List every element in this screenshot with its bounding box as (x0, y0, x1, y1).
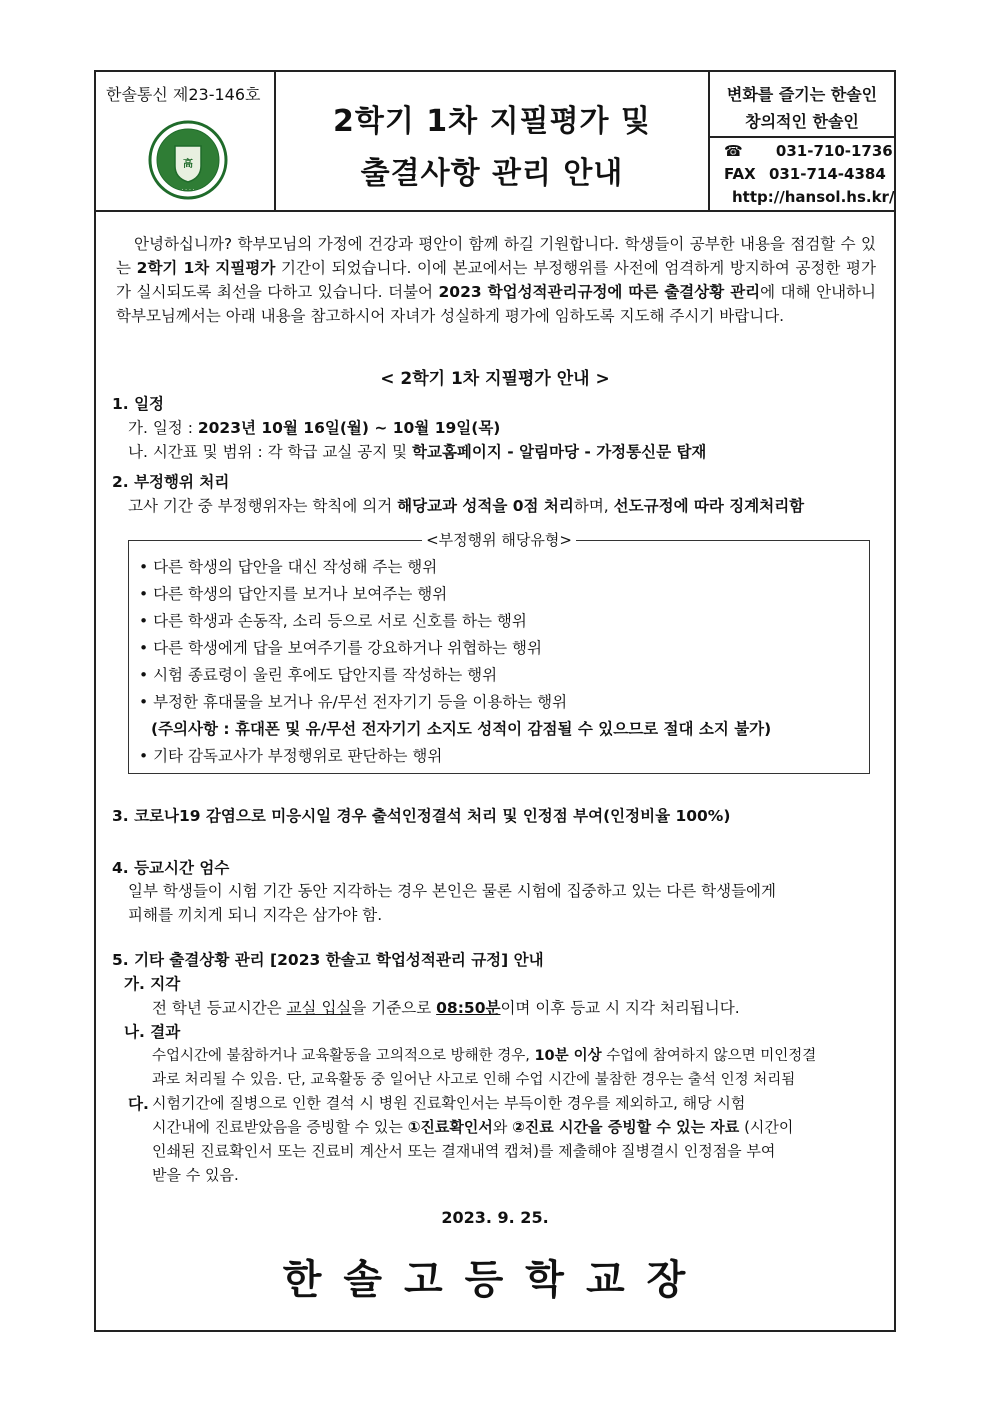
letterhead (96, 72, 894, 212)
s5-b-title: 나. 결과 (124, 1023, 181, 1041)
s5-b-line-2: 과로 처리될 수 있음. 단, 교육활동 중 일어난 사고로 인해 수업 시간에 불참한 경우는 출석 인정 처리됨 (152, 1072, 796, 1088)
s5-c-t3: (시간이 (739, 1118, 794, 1136)
s2-bold-1: 해당교과 성적을 0점 처리 (397, 497, 574, 515)
s2-bold-2: 선도규정에 따라 징계처리함 (613, 497, 805, 515)
issue-number: 한솔통신 제23-146호 (106, 85, 261, 104)
intro-text-3: 에 대해 안내하니 학부모님께서는 아래 내용을 참고하시어 자녀가 성실하게 평가에 임하도록 지도해 주시기 바랍니다. (116, 283, 876, 325)
s5-a-u2: 08:50분 (436, 999, 501, 1017)
misconduct-item: • 다른 학생에게 답을 보여주기를 강요하거나 위협하는 행위 (139, 639, 542, 657)
misconduct-item: • 시험 종료령이 울린 후에도 답안지를 작성하는 행위 (139, 666, 498, 684)
s1-b-label: 나. 시간표 및 범위 : 각 학급 교실 공지 및 (128, 443, 413, 461)
s5-c-line-4: 받을 수 있음. (152, 1166, 239, 1184)
fax-number: 031-714-4384 (768, 165, 886, 183)
s5-a-t1: 전 학년 등교시간은 (152, 999, 287, 1017)
intro-text-2: 기간이 되었습니다. 이에 본교에서는 부정행위를 사전에 엄격하게 방지하여 공정한 평가가 실시되도록 최선을 다하고 있습니다. 더불어 (116, 259, 876, 301)
fax-row (724, 165, 886, 183)
s1-a-value: 2023년 10월 16일(월) ~ 10월 19일(목) (197, 419, 501, 437)
school-url[interactable]: http://hansol.hs.kr/ (732, 188, 895, 206)
section-title: < 2학기 1차 지필평가 안내 > (380, 369, 610, 389)
s3-title: 3. 코로나19 감염으로 미응시일 경우 출석인정결석 처리 및 인정점 부여(인정비율 100%) (112, 807, 731, 825)
misconduct-types-box (128, 531, 870, 774)
intro-text-1: 안녕하십니까? 학부모님의 가정에 건강과 평안이 함께 하길 기원합니다. 학생들이 공부한 내용을 점검할 수 있는 (116, 235, 876, 277)
misconduct-item: • 부정한 휴대물을 보거나 유/무선 전자기기 등을 이용하는 행위 (139, 693, 568, 711)
s2-text (128, 494, 804, 516)
svg-text:高: 高 (183, 159, 193, 170)
intro-bold-1: 2학기 1차 지필평가 (136, 259, 276, 277)
school-emblem (144, 120, 232, 200)
s5-a-text (152, 996, 740, 1018)
phone-number: 031-710-1736 (775, 142, 893, 160)
title-line-1: 2학기 1차 지필평가 및 (333, 104, 651, 139)
slogan-line-2: 창의적인 한솔인 (745, 112, 859, 131)
caution-note: (주의사항 : 휴대폰 및 유/무선 전자기기 소지도 성적이 감점될 수 있으므로 절대 소지 불가) (151, 720, 772, 738)
s5-b-t2: 수업에 참여하지 않으면 미인정결 (601, 1048, 817, 1064)
s4-title: 4. 등교시간 엄수 (112, 859, 230, 877)
s2-text-1: 고사 기간 중 부정행위자는 학칙에 의거 (128, 497, 398, 515)
title-line-2: 출결사항 관리 안내 (360, 156, 624, 191)
issue-date: 2023. 9. 25. (441, 1208, 549, 1227)
s5-c-t2: 와 (492, 1118, 513, 1136)
box-title: <부정행위 해당유형> (422, 531, 576, 549)
s5-c-line-2 (152, 1116, 793, 1137)
s1-title: 1. 일정 (112, 395, 165, 413)
s5-c-t1: 시간내에 진료받았음을 증빙할 수 있는 (152, 1118, 408, 1136)
phone-icon: ☎ (724, 142, 743, 160)
s5-c-line-1: 시험기간에 질병으로 인한 결석 시 병원 진료확인서는 부득이한 경우를 제외하고, 해당 시험 (152, 1094, 746, 1112)
s4-line-2: 피해를 끼치게 되니 지각은 삼가야 함. (128, 906, 383, 924)
principal-signature: 한솔고등학교장 (282, 1257, 708, 1303)
misconduct-item: • 다른 학생의 답안지를 보거나 보여주는 행위 (139, 585, 448, 603)
s5-a-title: 가. 지각 (124, 975, 181, 993)
letterhead-right (710, 72, 894, 210)
s5-title: 5. 기타 출결상황 관리 [2023 한솔고 학업성적관리 규정] 안내 (112, 951, 544, 969)
slogan-line-1: 변화를 즐기는 한솔인 (726, 85, 878, 104)
phone-row (724, 142, 893, 160)
s1-item-a (128, 416, 500, 438)
s4-line-1: 일부 학생들이 시험 기간 동안 지각하는 경우 본인은 물론 시험에 집중하고 있는 다른 학생들에게 (128, 882, 777, 900)
s5-b-b1: 10분 이상 (534, 1048, 602, 1064)
s5-c-b1: ①진료확인서 (407, 1118, 493, 1136)
document-frame (94, 70, 896, 1332)
s1-b-value: 학교홈페이지 - 알림마당 - 가정통신문 탑재 (412, 443, 707, 461)
slogan-divider (710, 136, 894, 138)
misconduct-item: • 기타 감독교사가 부정행위로 판단하는 행위 (139, 747, 443, 765)
letterhead-title (276, 72, 710, 210)
svg-text:· · · ·: · · · · (181, 187, 195, 194)
s5-a-t3: 이며 이후 등교 시 지각 처리됩니다. (500, 999, 740, 1017)
s1-a-label: 가. 일정 : (128, 419, 198, 437)
s5-b-t1: 수업시간에 불참하거나 교육활동을 고의적으로 방해한 경우, (152, 1048, 535, 1064)
s5-b-line-1 (152, 1044, 816, 1065)
s5-c-line-3: 인쇄된 진료확인서 또는 진료비 계산서 또는 결재내역 캡쳐)를 제출해야 질병결시 인정점을 부여 (152, 1142, 776, 1160)
box-title-wrap (129, 529, 869, 550)
misconduct-item: • 다른 학생의 답안을 대신 작성해 주는 행위 (139, 558, 438, 576)
s5-c-label: 다. (128, 1095, 149, 1113)
letterhead-left (96, 72, 276, 210)
misconduct-item: • 다른 학생과 손동작, 소리 등으로 서로 신호를 하는 행위 (139, 612, 527, 630)
s2-text-2: 하며, (573, 497, 614, 515)
intro-bold-2: 2023 학업성적관리규정에 따른 출결상황 관리 (438, 283, 761, 301)
intro-paragraph (116, 232, 876, 328)
s5-a-u1: 교실 입실 (286, 999, 352, 1017)
s5-a-t2: 을 기준으로 (351, 999, 437, 1017)
fax-label: FAX (724, 165, 756, 183)
s2-title: 2. 부정행위 처리 (112, 473, 230, 491)
s1-item-b (128, 440, 706, 462)
s5-c-b2: ②진료 시간을 증빙할 수 있는 자료 (512, 1118, 740, 1136)
